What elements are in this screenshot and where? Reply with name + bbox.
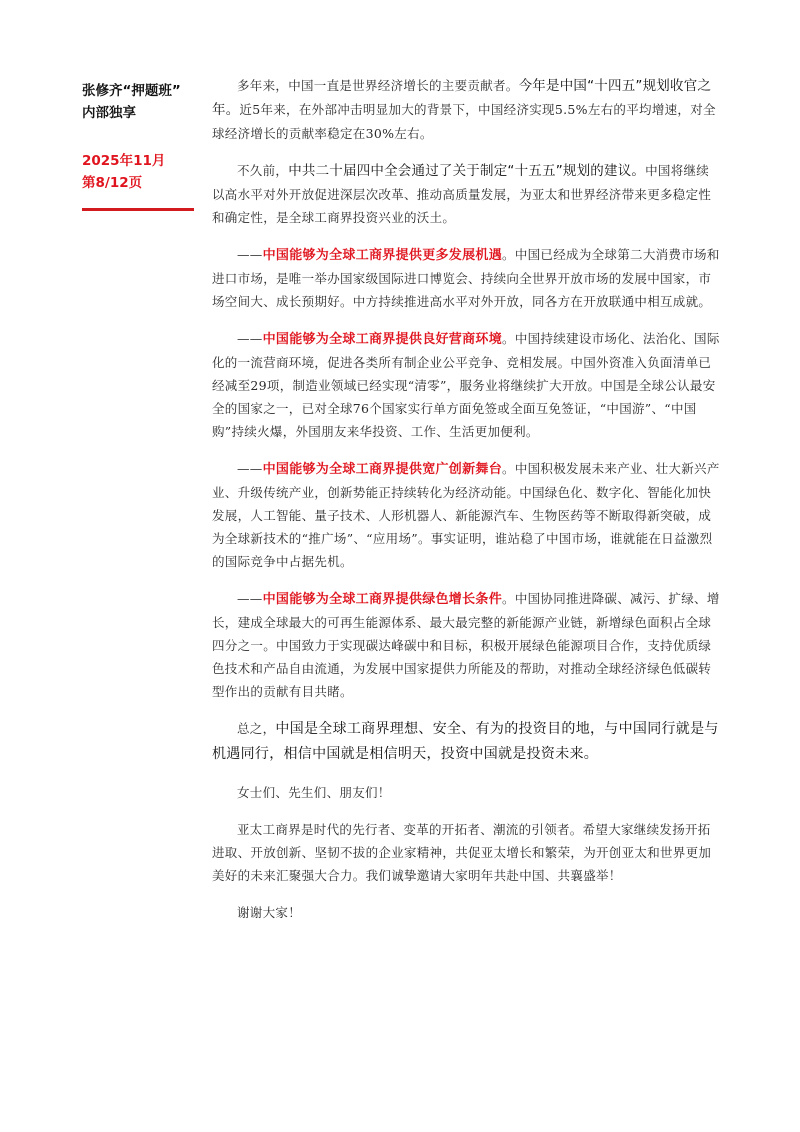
paragraph-3: [212, 243, 720, 313]
paragraph-4: [212, 327, 720, 443]
paragraph-2: [212, 159, 720, 229]
paragraph-closing: 谢谢大家！: [237, 905, 302, 920]
sidebar-date-month: 2025年11月: [82, 153, 166, 169]
sidebar: [82, 80, 194, 211]
p2-intro: 不久前，: [237, 163, 289, 178]
paragraph-6: [212, 587, 720, 703]
p1-intro: 多年来，中国一直是世界经济增长的主要贡献者。: [237, 78, 519, 93]
paragraph-1: [212, 74, 720, 145]
p5-dash: ——: [237, 461, 263, 476]
paragraph-5: [212, 457, 720, 573]
sidebar-title-line1: 张修齐“押题班”: [82, 83, 181, 99]
sidebar-title: [82, 80, 194, 124]
p2-body: 中国将继续以高水平对外开放促进深层次改革、推动高质量发展，为亚太和世界经济带来更多稳定性和确定性，是全球工商界投资兴业的沃土。: [212, 163, 712, 225]
sidebar-date: [82, 150, 194, 194]
p3-highlight: 中国能够为全球工商界提供更多发展机遇: [262, 248, 503, 263]
main-content: [212, 74, 720, 938]
sidebar-title-line2: 内部独享: [82, 105, 136, 121]
p1-body: 近5年来，在外部冲击明显加大的背景下，中国经济实现5.5%左右的平均增速，对全球经济增长的贡献率稳定在30%左右。: [212, 102, 716, 141]
p6-highlight: 中国能够为全球工商界提供绿色增长条件: [262, 592, 503, 607]
p3-body: 。中国已经成为全球第二大消费市场和进口市场，是唯一举办国家级国际进口博览会、持续向全世界开放市场的发展中国家，市场空间大、成长预期好。中方持续推进高水平对外开放，同各方在开放联通中相互成就。: [212, 247, 720, 309]
p6-dash: ——: [237, 591, 263, 606]
p6-body: 。中国协同推进降碳、减污、扩绿、增长，建成全球最大的可再生能源体系、最大最完整的新能源产业链，新增绿色面积占全球四分之一。中国致力于实现碳达峰碳中和目标，积极开展绿色能源项目合作，支持优质绿色技术和产品自由流通，为发展中国家提供力所能及的帮助，对推动全球经济绿色低碳转型作出的贡献有目共睹。: [212, 591, 720, 699]
p1-emphasis: 今年是中国“十四五”规划收官之年。: [212, 78, 712, 118]
paragraph-greeting: 女士们、先生们、朋友们！: [237, 785, 391, 800]
p3-dash: ——: [237, 247, 263, 262]
p7-intro: 总之，: [237, 721, 276, 736]
p4-highlight: 中国能够为全球工商界提供良好营商环境: [262, 332, 503, 347]
sidebar-divider: [82, 208, 194, 211]
p2-emphasis: 中共二十届四中全会通过了关于制定“十五五”规划的建议。: [288, 163, 646, 179]
p7-emphasis: 中国是全球工商界理想、安全、有为的投资目的地，与中国同行就是与机遇同行，相信中国就是相信明天，投资中国就是投资未来。: [212, 721, 719, 762]
paragraph-9: 亚太工商界是时代的先行者、变革的开拓者、潮流的引领者。希望大家继续发扬开拓进取、开放创新、坚韧不拔的企业家精神，共促亚太增长和繁荣，为开创亚太和世界更加美好的未来汇聚强大合力。我们诚挚邀请大家明年共赴中国、共襄盛举！: [212, 822, 712, 883]
p4-dash: ——: [237, 331, 263, 346]
p5-body: 。中国积极发展未来产业、壮大新兴产业、升级传统产业，创新势能正持续转化为经济动能。中国绿色化、数字化、智能化加快发展，人工智能、量子技术、人形机器人、新能源汽车、生物医药等不断取得新突破，成为全球新技术的“推广场”、“应用场”。事实证明，谁站稳了中国市场，谁就能在日益激烈的国际竞争中占据先机。: [212, 461, 720, 569]
sidebar-page-number: 第8/12页: [82, 175, 143, 191]
paragraph-7: [212, 717, 720, 767]
p5-highlight: 中国能够为全球工商界提供宽广创新舞台: [262, 462, 503, 477]
p4-body: 。中国持续建设市场化、法治化、国际化的一流营商环境，促进各类所有制企业公平竞争、竞相发展。中国外资准入负面清单已经减至29项，制造业领域已经实现“清零”，服务业将继续扩大开放。中国是全球公认最安全的国家之一，已对全球76个国家实行单方面免签或全面互免签证，“中国游”、“中国购”持续火爆，外国朋友来华投资、工作、生活更加便利。: [212, 331, 720, 439]
